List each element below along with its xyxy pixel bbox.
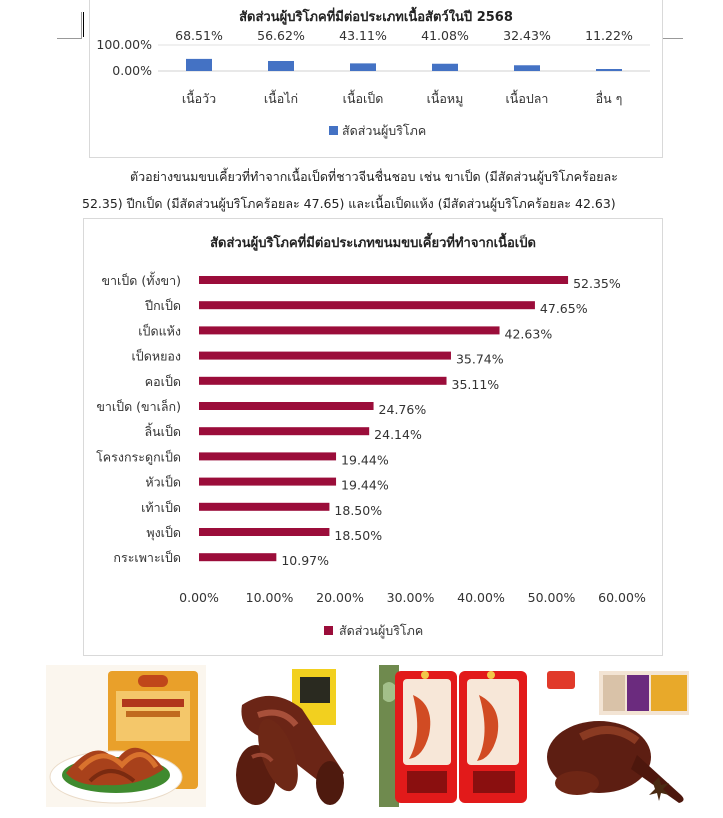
- crop-mark-left: [57, 12, 82, 39]
- chart2-bar: [199, 377, 447, 385]
- braised-duck-photo: [541, 665, 691, 807]
- chart2-category-label: เป็ดแห้ง: [138, 323, 181, 339]
- chart2-category-label: หัวเป็ด: [145, 474, 181, 490]
- chart2-bar: [199, 478, 336, 486]
- chart1-legend-swatch: [329, 126, 338, 135]
- chart2-bar: [199, 553, 276, 561]
- chart2-bar: [199, 528, 329, 536]
- chart2-category-label: ขาเป็ด (ทั้งขา): [101, 273, 181, 288]
- chart2-bar: [199, 352, 451, 360]
- chart2-legend-label: สัดส่วนผู้บริโภค: [339, 623, 424, 638]
- chart1-category-label: เนื้อหมู: [426, 91, 464, 106]
- chart2-category-label: เท้าเป็ด: [141, 499, 181, 515]
- chart2-data-label: 47.65%: [539, 301, 588, 317]
- chart2-category-label: พุงเป็ด: [146, 525, 181, 540]
- meat-consumer-share-chart[interactable]: [89, 0, 663, 158]
- chart2-data-label: 19.44%: [341, 452, 389, 468]
- duck-snack-consumer-share-chart[interactable]: [83, 218, 663, 656]
- duck-neck-photo: [212, 665, 367, 807]
- chart1-data-label: 32.43%: [503, 28, 551, 43]
- paragraph-line-1: ตัวอย่างขนมขบเคี้ยวที่ทำจากเนื้อเป็ดที่ชาวจีนชื่นชอบ เช่น ขาเป็ด (มีสัดส่วนผู้บริโภคร้อยละ: [130, 169, 618, 184]
- chart1-bar: [186, 59, 212, 71]
- crop-mark-right: [660, 12, 683, 39]
- chart1-data-label: 41.08%: [421, 28, 469, 43]
- chart2-bar: [199, 503, 329, 511]
- chart2-bar: [199, 452, 336, 460]
- chart2-x-tick: 60.00%: [598, 590, 646, 605]
- chart1-bar: [350, 63, 376, 71]
- chart2-category-label: กระเพาะเป็ด: [113, 550, 181, 566]
- chart2-category-label: ลิ้นเป็ด: [144, 424, 181, 440]
- paragraph-line-2: 52.35) ปีกเป็ด (มีสัดส่วนผู้บริโภคร้อยละ 47.65) และเนื้อเป็ดแห้ง (มีสัดส่วนผู้บริโภคร้อยละ 42.63): [82, 196, 616, 211]
- chart2-x-tick: 50.00%: [527, 590, 576, 605]
- chart2-category-label: เป็ดหยอง: [131, 348, 181, 364]
- chart2-bar: [199, 301, 535, 309]
- chart2-category-label: ขาเป็ด (ขาเล็ก): [96, 399, 181, 414]
- chart1-title: สัดส่วนผู้บริโภคที่มีต่อประเภทเนื้อสัตว์ในปี 2568: [239, 10, 513, 25]
- chart2-plot: [84, 219, 662, 655]
- chart2-data-label: 18.50%: [334, 502, 383, 518]
- chart2-x-tick: 30.00%: [386, 590, 435, 605]
- chart2-category-label: โครงกระดูกเป็ด: [96, 449, 181, 465]
- chart2-category-label: คอเป็ด: [144, 373, 181, 389]
- chart1-category-label: เนื้อเป็ด: [342, 91, 384, 106]
- chart2-data-label: 24.76%: [378, 402, 427, 417]
- chart2-title: สัดส่วนผู้บริโภคที่มีต่อประเภทขนมขบเคี้ยวที่ทำจากเนื้อเป็ด: [210, 236, 536, 251]
- chart2-data-label: 10.97%: [281, 553, 330, 569]
- chart2-data-label: 35.74%: [455, 351, 504, 367]
- chart2-data-label: 24.14%: [374, 427, 422, 443]
- chart1-bar: [268, 61, 294, 71]
- chart1-bar: [596, 69, 622, 71]
- chart2-category-label: ปีกเป็ด: [145, 298, 181, 314]
- chart1-y-tick: 0.00%: [112, 63, 152, 78]
- chart1-category-label: เนื้อวัว: [181, 91, 217, 106]
- chart1-category-label: เนื้อปลา: [505, 91, 549, 106]
- chart2-x-tick: 40.00%: [457, 590, 505, 605]
- chart2-x-tick: 20.00%: [316, 590, 364, 605]
- chart2-bar: [199, 276, 568, 284]
- duck-leg-package-photo: [46, 665, 206, 807]
- chart1-data-label: 56.62%: [257, 28, 305, 43]
- chart2-legend-swatch: [324, 626, 333, 635]
- chart2-data-label: 42.63%: [504, 326, 553, 342]
- text-cursor: [83, 12, 84, 37]
- duck-wing-package-photo: [379, 665, 532, 807]
- chart1-category-label: เนื้อไก่: [263, 91, 299, 106]
- chart1-data-label: 11.22%: [585, 28, 633, 43]
- chart1-legend-label: สัดส่วนผู้บริโภค: [342, 123, 427, 138]
- chart2-bar: [199, 427, 369, 435]
- chart2-data-label: 35.11%: [451, 376, 500, 392]
- chart2-data-label: 52.35%: [573, 276, 621, 291]
- chart1-bar: [432, 64, 458, 71]
- chart1-data-label: 43.11%: [339, 28, 387, 43]
- chart2-data-label: 18.50%: [334, 528, 383, 543]
- chart1-bar: [514, 65, 540, 71]
- chart2-bar: [199, 402, 374, 410]
- chart1-plot: [90, 0, 662, 157]
- chart2-bar: [199, 326, 500, 334]
- chart1-category-label: อื่น ๆ: [595, 91, 623, 106]
- chart2-x-tick: 10.00%: [245, 590, 294, 605]
- chart1-y-tick: 100.00%: [96, 37, 152, 52]
- chart1-data-label: 68.51%: [175, 28, 223, 43]
- chart2-x-tick: 0.00%: [179, 590, 219, 605]
- chart2-data-label: 19.44%: [341, 477, 389, 493]
